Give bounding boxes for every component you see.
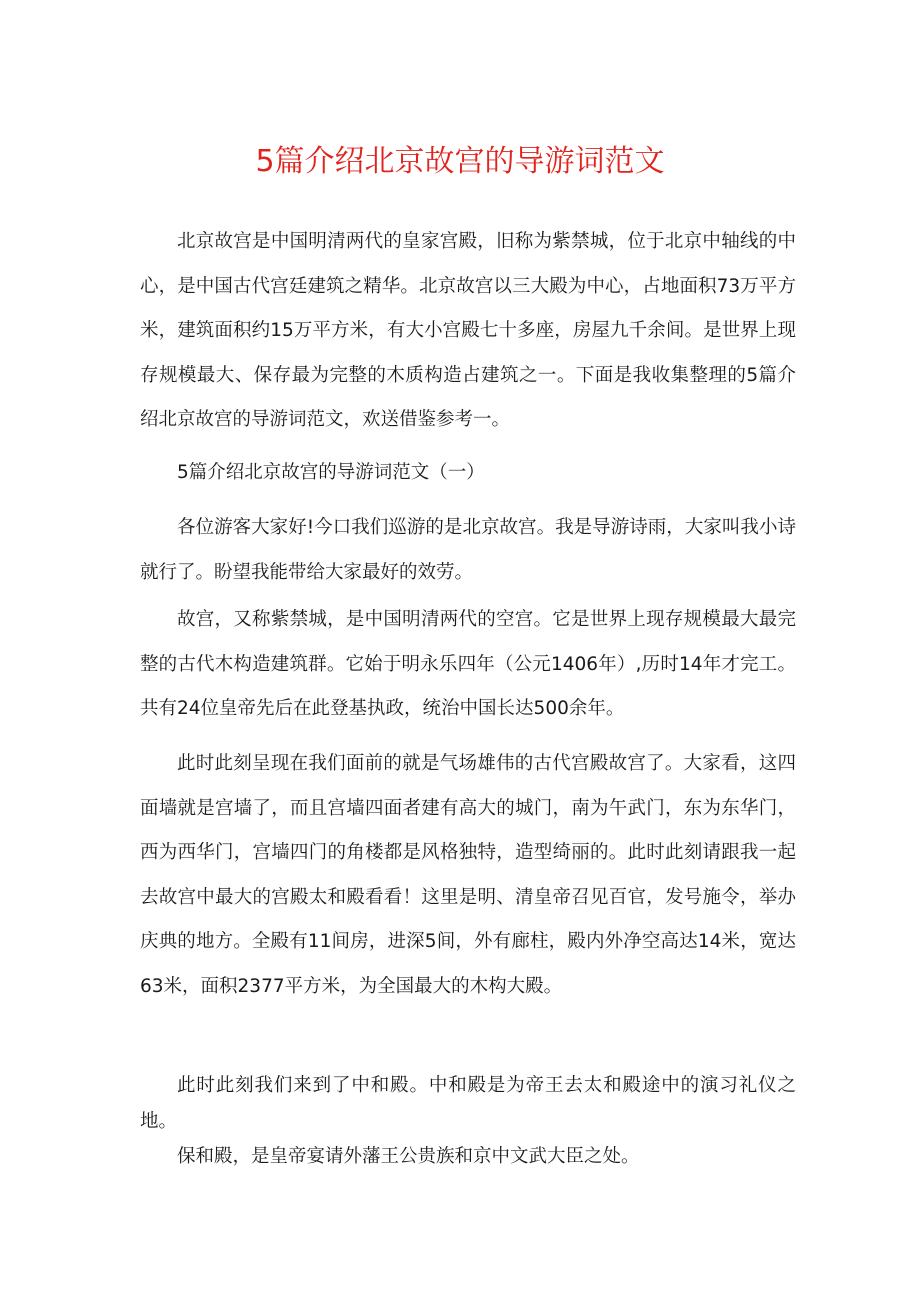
greeting-paragraph: 各位游客大家好!今口我们巡游的是北京故宫。我是导游诗雨，大家叫我小诗就行了。盼望我能带给大家最好的效劳。 xyxy=(140,517,796,583)
history-paragraph: 故宫，又称紫禁城，是中国明清两代的空宫。它是世界上现存规模最大最完整的古代木构造建筑群。它始于明永乐四年（公元1406年）,历时14年才完工。共有24位皇帝先后在此登基执政，统治中国长达500余年。 xyxy=(140,609,796,719)
intro-paragraph: 北京故宫是中国明清两代的皇家宫殿，旧称为紫禁城，位于北京中轴线的中心，是中国古代宫廷建筑之精华。北京故宫以三大殿为中心，占地面积73万平方米，建筑面积约15万平方米，有大小宫殿七十多座，房屋九千余间。是世界上现存规模最大、保存最为完整的木质构造占建筑之一。下面是我收集整理的5篇介绍北京故宫的导游词范文，欢送借鉴参考一。 xyxy=(140,231,796,430)
document-title: 5篇介绍北京故宫的导游词范文 xyxy=(255,144,665,179)
section-heading: 5篇介绍北京故宫的导游词范文（一） xyxy=(177,462,485,483)
zhonghe-hall-paragraph: 此时此刻我们来到了中和殿。中和殿是为帝王去太和殿途中的演习礼仪之地。 xyxy=(140,1075,796,1132)
taihe-hall-paragraph: 此时此刻呈现在我们面前的就是气场雄伟的古代宫殿故宫了。大家看，这四面墙就是宫墙了，而且宫墙四面者建有高大的城门，南为午武门，东为东华门，西为西华门，宫墙四门的角楼都是风格独特，造型绮丽的。此时此刻请跟我一起去故宫中最大的宫殿太和殿看看！这里是明、清皇帝召见百官，发号施令，举办庆典的地方。全殿有11间房，进深5间，外有廊柱，殿内外净空高达14米，宽达63米，面积2377平方米，为全国最大的木构大殿。 xyxy=(140,753,796,997)
baohe-hall-paragraph: 保和殿，是皇帝宴请外藩王公贵族和京中文武大臣之处。 xyxy=(177,1146,640,1167)
